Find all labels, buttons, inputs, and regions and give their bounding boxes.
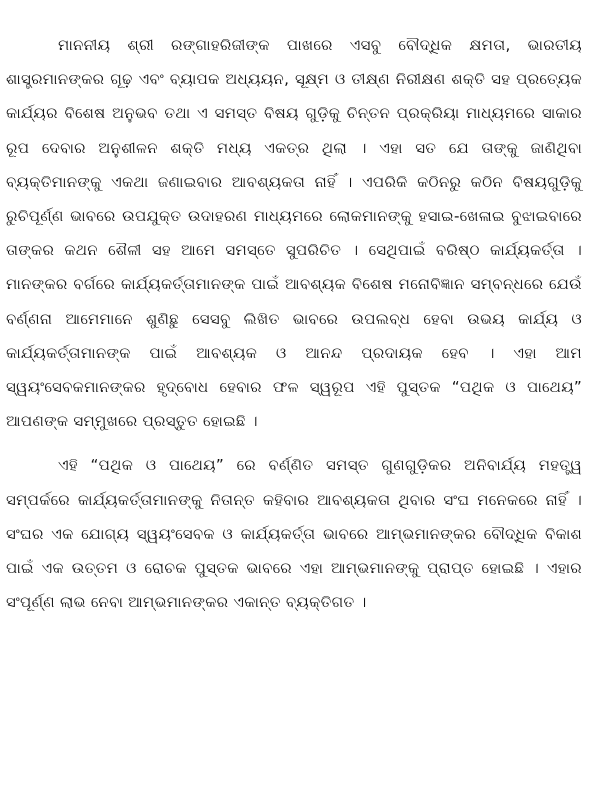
paragraph-2: ଏହି “ପଥିକ ଓ ପାଥେୟ” ରେ ବର୍ଣ୍ଣିତ ସମସ୍ତ ଗୁଣଗୁଡ଼ିକର ଅନିବାର୍ଯ୍ୟ ମହତ୍ତ୍ୱ ସମ୍ପର୍କରେ କାର୍ଯ୍ୟକର୍ତ୍ତାମାନଙ୍କୁ ନିତାନ୍ତ କହିବାର ଆବଶ୍ୟକତା ଥିବାର ସଂଘ ମନେକରେ ନାହିଁ । ସଂଘର ଏକ ଯୋଗ୍ୟ ସ୍ୱୟଂସେବକ ଓ କାର୍ଯ୍ୟକର୍ତ୍ତା ଭାବରେ ଆମ୍ଭମାନଙ୍କର ବୌଦ୍ଧିକ ବିକାଶ ପାଇଁ ଏକ ଉତ୍ତମ ଓ ରୋଚକ ପୁସ୍ତକ ଭାବରେ ଏହା ଆମ୍ଭମାନଙ୍କୁ ପ୍ରାପ୍ତ ହୋଇଛି । ଏହାର ସଂପୂର୍ଣ୍ଣ ଲାଭ ନେବା ଆମ୍ଭମାନଙ୍କର ଏକାନ୍ତ ବ୍ୟକ୍ତିଗତ । (6, 456, 582, 612)
paragraph-1: ମାନନୀୟ ଶ୍ରୀ ରଙ୍ଗାହରିଜୀଙ୍କ ପାଖରେ ଏସବୁ ବୌଦ୍ଧିକ କ୍ଷମତା, ଭାରତୀୟ ଶାସ୍ତ୍ରମାନଙ୍କର ଗୂଢ଼ ଏବଂ ବ୍ୟାପକ ଅଧ୍ୟୟନ, ସୂକ୍ଷ୍ମ ଓ ତୀକ୍ଷ୍ଣ ନିରୀକ୍ଷଣ ଶକ୍ତି ସହ ପ୍ରତ୍ୟେକ କାର୍ଯ୍ୟର ବିଶେଷ ଅନୁଭବ ତଥା ଏ ସମସ୍ତ ବିଷୟ ଗୁଡ଼ିକୁ ଚିନ୍ତନ ପ୍ରକ୍ରିୟା ମାଧ୍ୟମରେ ସାକାର ରୂପ ଦେବାର ଅନୁଶୀଳନ ଶକ୍ତି ମଧ୍ୟ ଏକତ୍ର ଥିଲା । ଏହା ସତ ଯେ ତାଙ୍କୁ ଜାଣିଥିବା ବ୍ୟକ୍ତିମାନଙ୍କୁ ଏକଥା ଜଣାଇବାର ଆବଶ୍ୟକତା ନାହିଁ । ଏପରିକି କଠିନରୁ କଠିନ ବିଷୟଗୁଡ଼ିକୁ ରୁଚିପୂର୍ଣ୍ଣ ଭାବରେ ଉପଯୁକ୍ତ ଉଦାହରଣ ମାଧ୍ୟମରେ ଲୋକମାନଙ୍କୁ ହସାଇ-ଖେଳାଇ ବୁଝାଇବାରେ ତାଙ୍କର କଥନ ଶୈଳୀ ସହ ଆମେ ସମସ୍ତେ ସୁପରିଚିତ । ସେଥିପାଇଁ ବରିଷ୍ଠ କାର୍ଯ୍ୟକର୍ତ୍ତା । ମାନଙ୍କର ବର୍ଗରେ କାର୍ଯ୍ୟକର୍ତ୍ତାମାନଙ୍କ ପାଇଁ ଆବଶ୍ୟକ ବିଶେଷ ମନୋବିଜ୍ଞାନ ସମ୍ବନ୍ଧରେ ଯେଉଁ ବର୍ଣ୍ଣନା ଆମେମାନେ ଶୁଣିଛୁ ସେସବୁ ଲିଖିତ ଭାବରେ ଉପଲବ୍ଧ ହେବା ଉଭୟ କାର୍ଯ୍ୟ ଓ କାର୍ଯ୍ୟକର୍ତ୍ତାମାନଙ୍କ ପାଇଁ ଆବଶ୍ୟକ ଓ ଆନନ୍ଦ ପ୍ରଦାୟକ ହେବ । ଏହା ଆମ ସ୍ୱୟଂସେବକମାନଙ୍କର ହୃଦ୍‌ବୋଧ ହେବାର ଫଳ ସ୍ୱରୂପ ଏହି ପୁସ୍ତକ “ପଥିକ ଓ ପାଥେୟ” ଆପଣଙ୍କ ସମ୍ମୁଖରେ ପ୍ରସ୍ତୁତ ହୋଇଛି । (6, 36, 582, 431)
